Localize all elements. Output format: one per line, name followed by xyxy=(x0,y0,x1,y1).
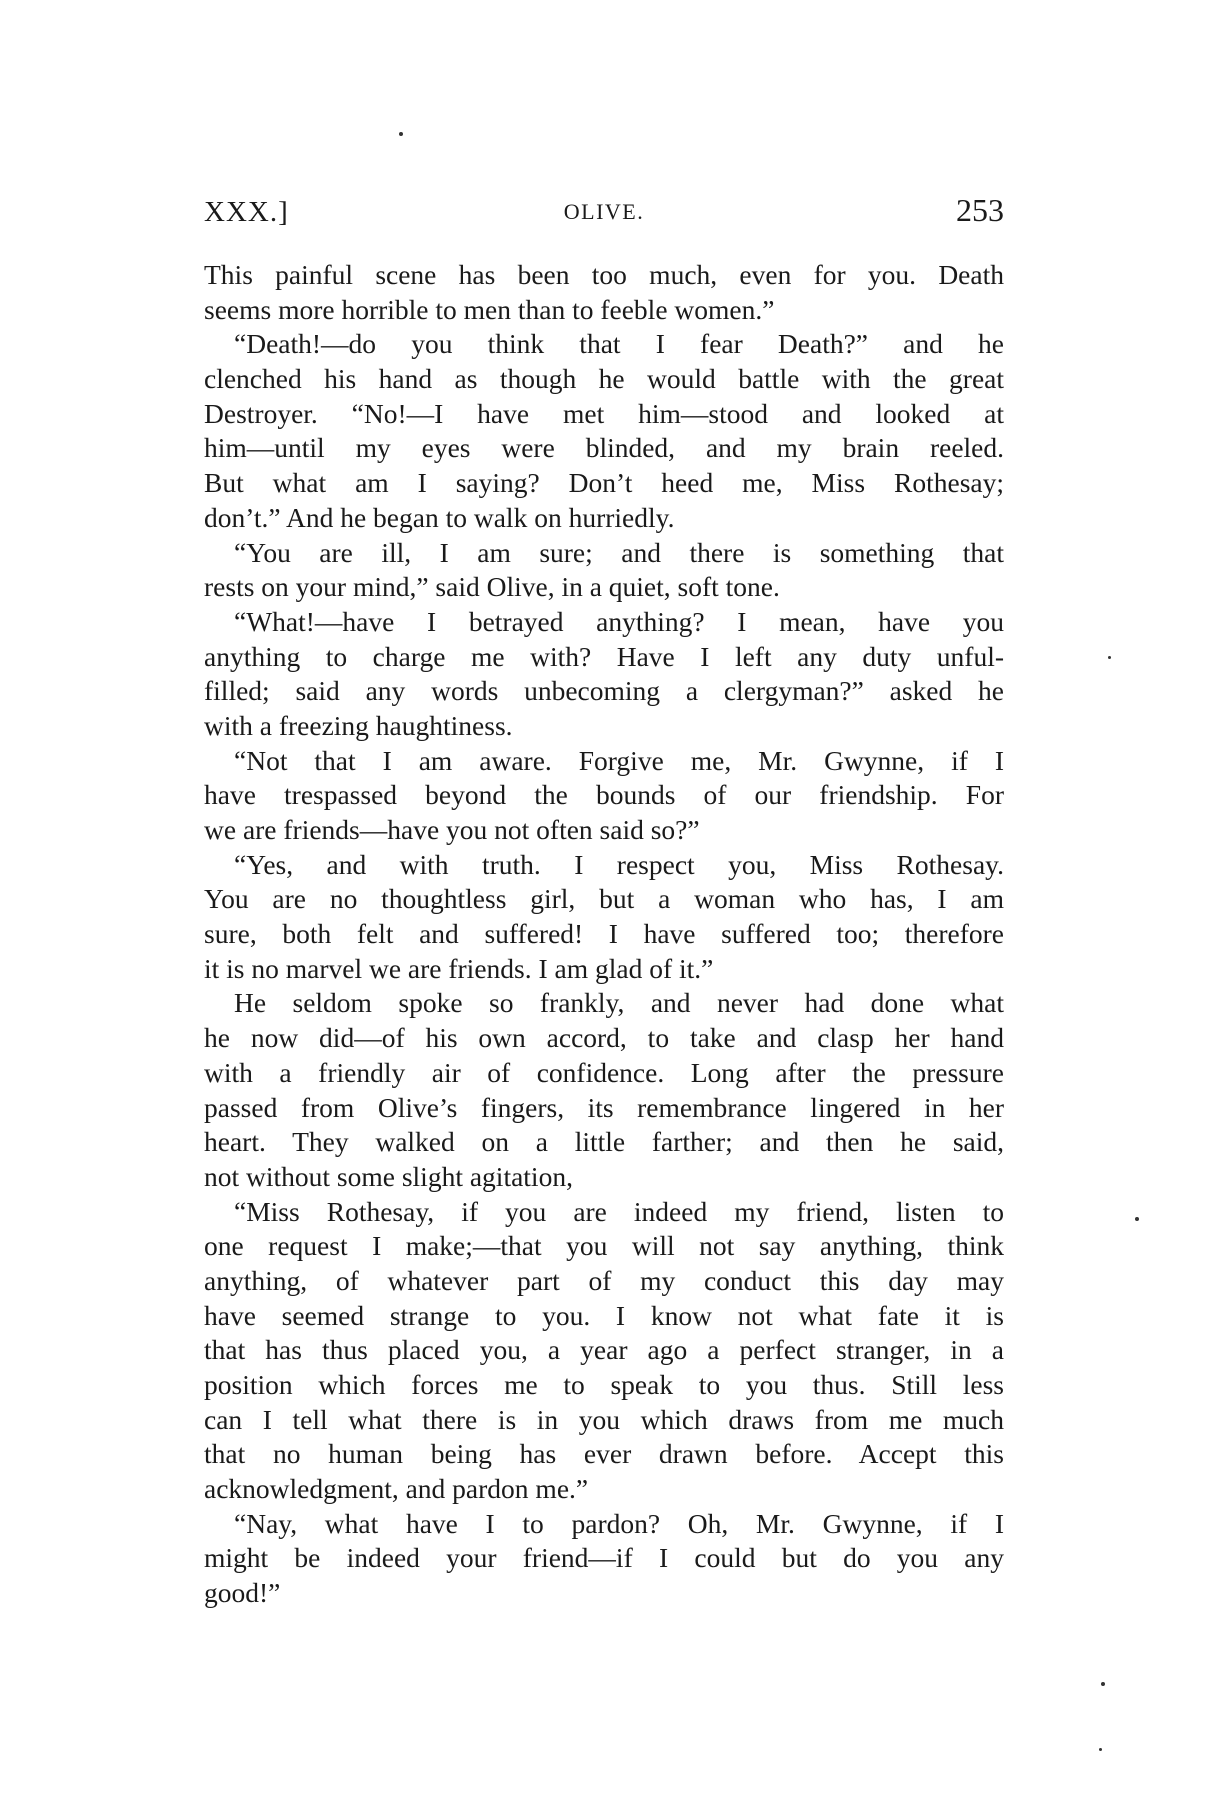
text-line: can I tell what there is in you which draws from me much xyxy=(204,1403,1004,1435)
text-line: “What!—have I betrayed anything? I mean, have you xyxy=(234,605,1004,637)
text-line: with a friendly air of confidence. Long after the pressure xyxy=(204,1056,1004,1088)
text-line: that has thus placed you, a year ago a perfect stranger, in a xyxy=(204,1334,1004,1366)
text-line: acknowledgment, and pardon me.” xyxy=(204,1473,589,1505)
book-title: OLIVE. xyxy=(563,199,645,224)
text-line: have seemed strange to you. I know not what fate it is xyxy=(204,1299,1004,1331)
text-line: “Miss Rothesay, if you are indeed my friend, listen to xyxy=(234,1195,1004,1227)
text-line: seems more horrible to men than to feeble women.” xyxy=(204,293,775,325)
text-line: have trespassed beyond the bounds of our friendship. For xyxy=(204,779,1004,811)
text-line: he now did—of his own accord, to take and clasp her hand xyxy=(204,1022,1004,1054)
text-line: “Nay, what have I to pardon? Oh, Mr. Gwynne, if I xyxy=(234,1507,1004,1539)
text-line: sure, both felt and suffered! I have suffered too; therefore xyxy=(204,918,1004,950)
text-line: Destroyer. “No!—I have met him—stood and looked at xyxy=(204,397,1004,429)
text-line: rests on your mind,” said Olive, in a quiet, soft tone. xyxy=(204,571,780,603)
print-speck xyxy=(1108,656,1111,659)
text-line: anything, of whatever part of my conduct this day may xyxy=(204,1264,1004,1296)
text-line: But what am I saying? Don’t heed me, Miss Rothesay; xyxy=(204,467,1004,499)
text-line: “Not that I am aware. Forgive me, Mr. Gwynne, if I xyxy=(234,744,1004,776)
print-speck xyxy=(1099,1748,1102,1751)
text-line: clenched his hand as though he would battle with the great xyxy=(204,363,1004,395)
text-line: we are friends—have you not often said so?” xyxy=(204,814,700,845)
text-line: don’t.” And he began to walk on hurriedly. xyxy=(204,501,675,533)
text-line: might be indeed your friend—if I could but do you any xyxy=(204,1542,1004,1574)
text-line: one request I make;—that you will not say anything, think xyxy=(204,1230,1004,1262)
running-head xyxy=(204,192,1004,236)
text-line: You are no thoughtless girl, but a woman who has, I am xyxy=(204,883,1004,915)
text-line: “You are ill, I am sure; and there is something that xyxy=(234,536,1004,568)
print-speck xyxy=(1135,1217,1139,1221)
print-speck xyxy=(1101,1682,1105,1686)
text-line: position which forces me to speak to you thus. Still less xyxy=(204,1369,1004,1400)
text-line: good!” xyxy=(204,1577,281,1609)
chapter-marker: XXX.] xyxy=(204,196,289,228)
text-line: not without some slight agitation, xyxy=(204,1160,573,1192)
text-line: “Death!—do you think that I fear Death?” and he xyxy=(234,328,1004,360)
text-line: He seldom spoke so frankly, and never had done what xyxy=(234,987,1004,1019)
text-line: anything to charge me with? Have I left any duty unful- xyxy=(204,640,1004,672)
page-number: 253 xyxy=(956,192,1004,228)
print-speck xyxy=(399,132,403,136)
body-text xyxy=(204,258,1004,1611)
text-line: heart. They walked on a little farther; and then he said, xyxy=(204,1126,1004,1158)
text-line: This painful scene has been too much, even for you. Death xyxy=(204,259,1004,290)
text-line: passed from Olive’s fingers, its remembrance lingered in her xyxy=(204,1091,1004,1123)
text-line: it is no marvel we are friends. I am glad of it.” xyxy=(204,952,714,984)
text-line: with a freezing haughtiness. xyxy=(204,709,513,741)
text-line: “Yes, and with truth. I respect you, Miss Rothesay. xyxy=(234,848,1004,880)
text-line: filled; said any words unbecoming a clergyman?” asked he xyxy=(204,675,1004,707)
text-line: him—until my eyes were blinded, and my brain reeled. xyxy=(204,432,1004,464)
text-line: that no human being has ever drawn before. Accept this xyxy=(204,1438,1004,1470)
